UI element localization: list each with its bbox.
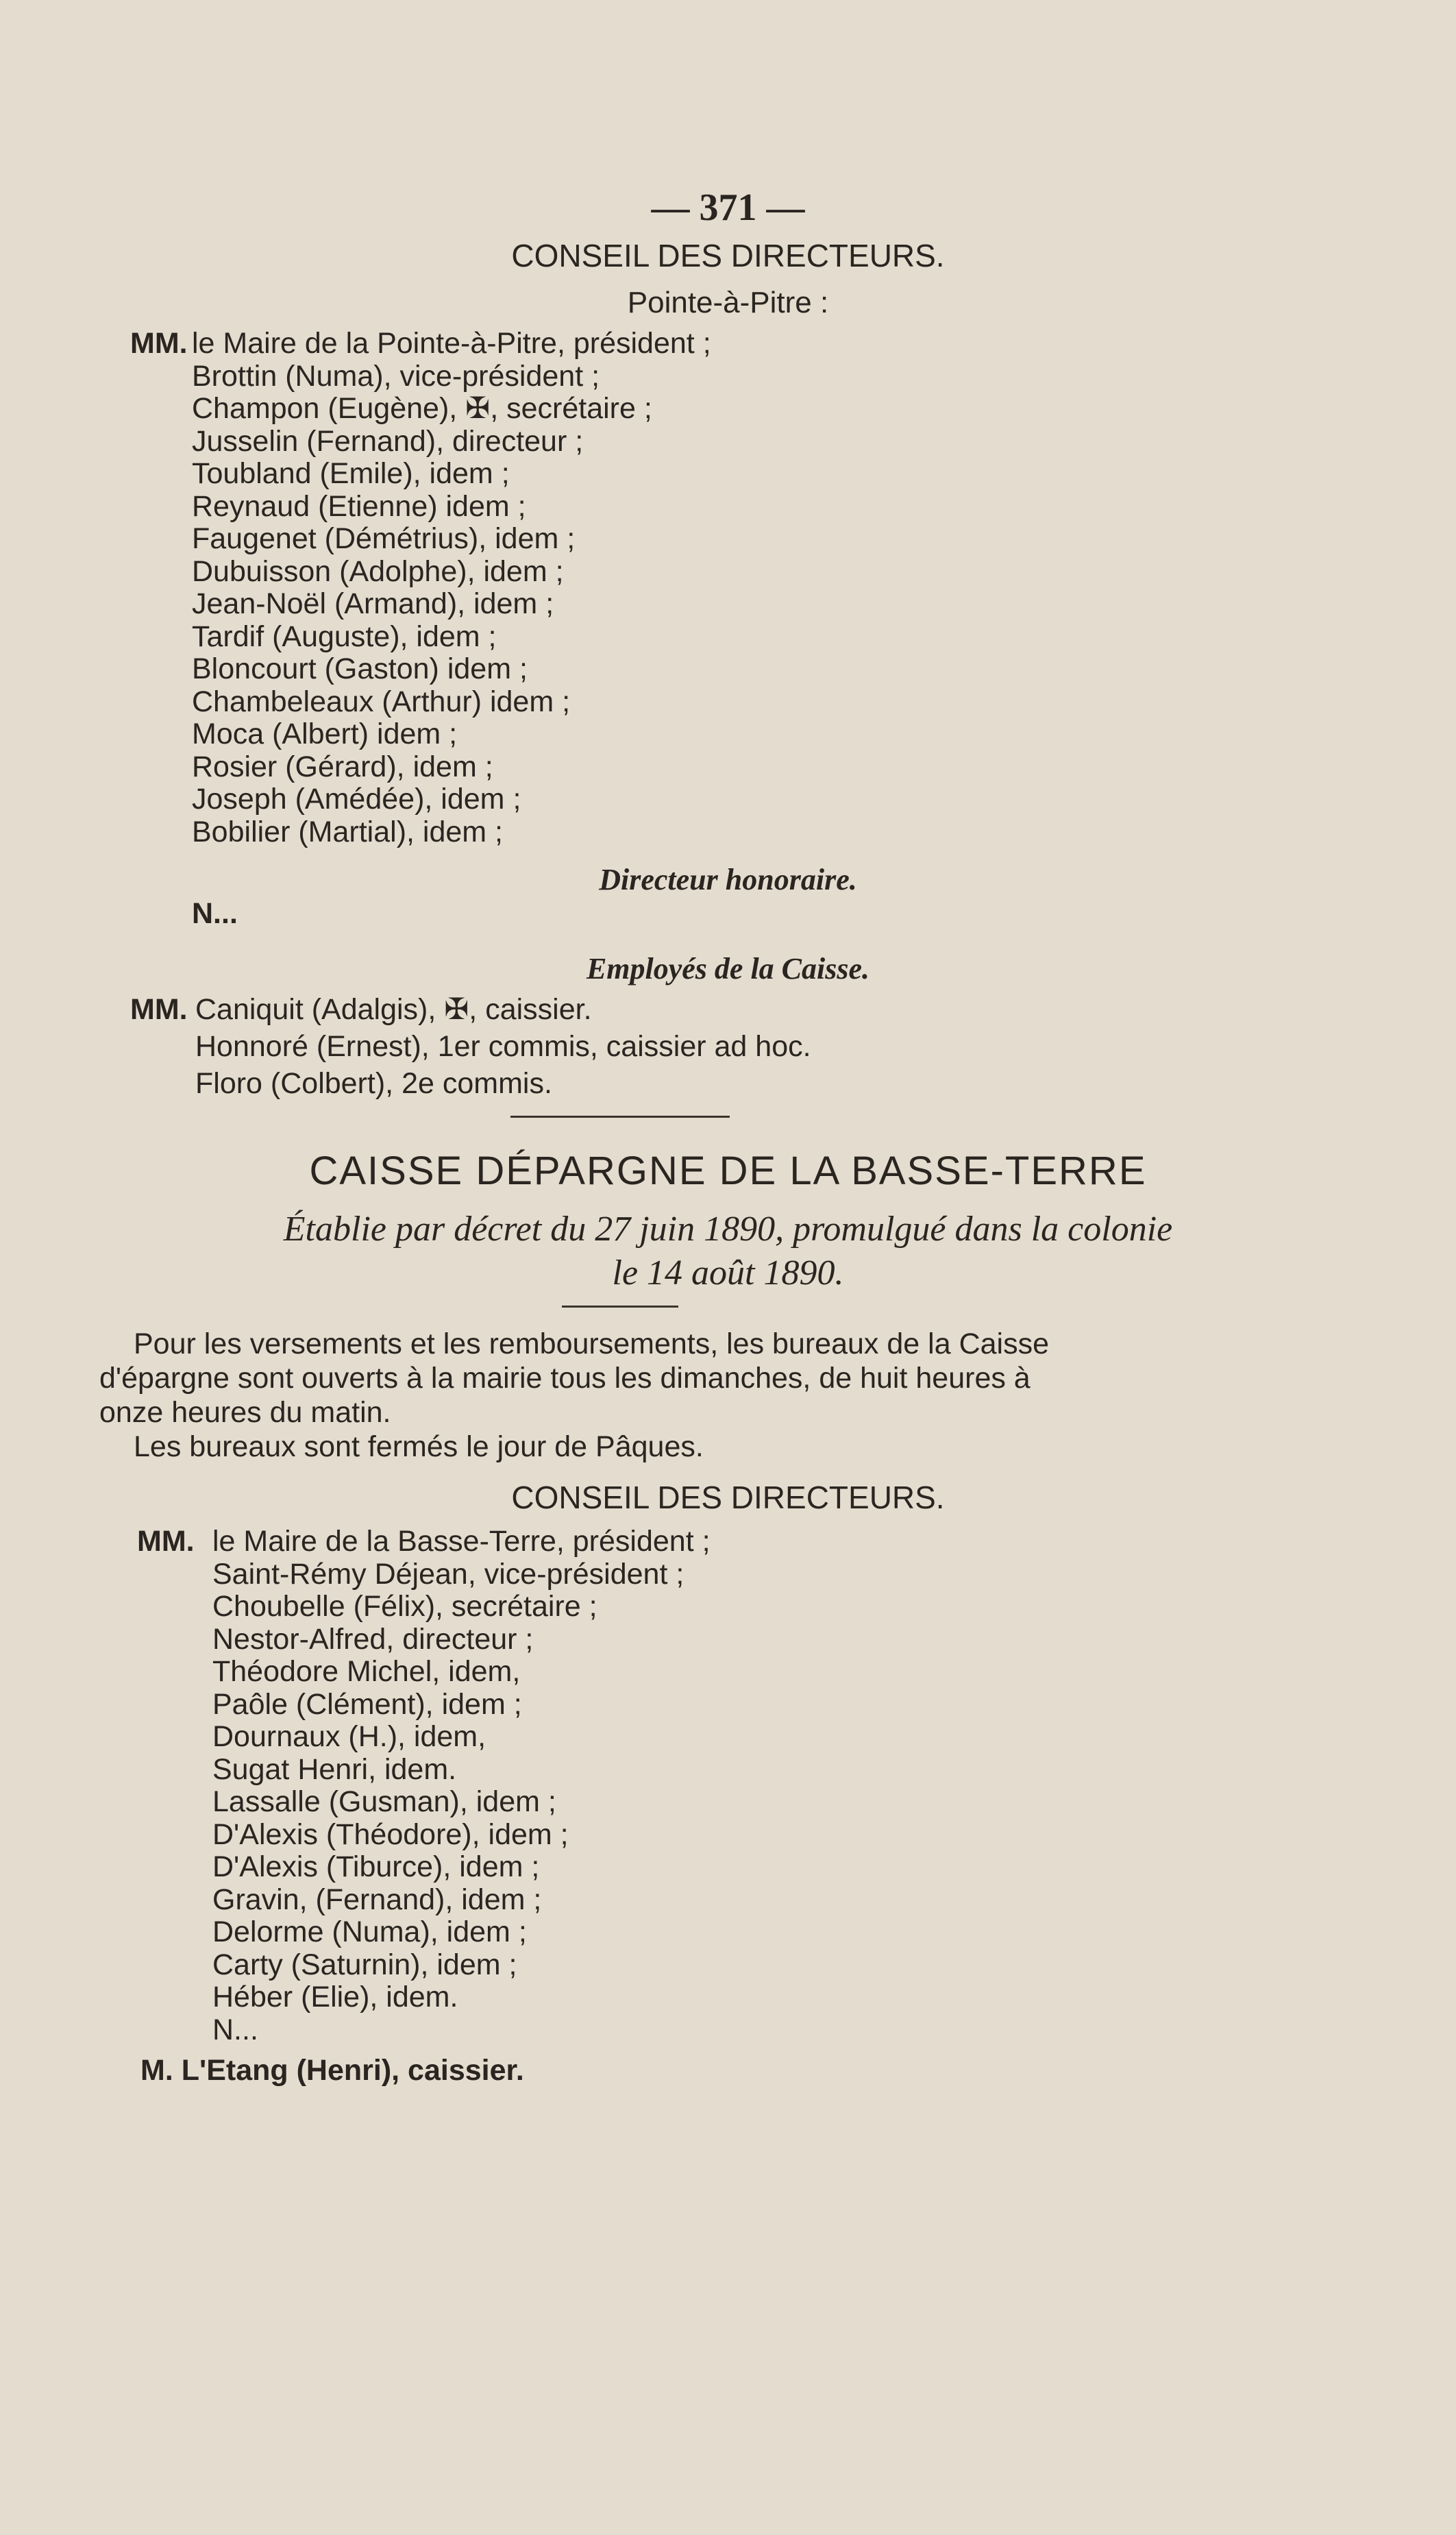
section1-member-16: Bobilier (Martial), idem ; — [192, 815, 503, 848]
section1-heading: CONSEIL DES DIRECTEURS. — [511, 238, 945, 273]
paragraph-line-1: Pour les versements et les remboursements, les bureaux de la Caisse — [134, 1327, 1050, 1360]
divider-1 — [510, 1116, 730, 1118]
section2-member-12: Gravin, (Fernand), idem ; — [212, 1883, 542, 1916]
section1-member-14: Rosier (Gérard), idem ; — [192, 750, 493, 783]
section2-member-4: Nestor-Alfred, directeur ; — [212, 1622, 534, 1656]
section1-member-8: Dubuisson (Adolphe), idem ; — [192, 554, 564, 588]
decree-line2: le 14 août 1890. — [612, 1253, 844, 1293]
employee-3: Floro (Colbert), 2e commis. — [195, 1067, 552, 1100]
section1-member-9: Jean-Noël (Armand), idem ; — [192, 587, 554, 620]
section2-member-15: Héber (Elie), idem. — [212, 1981, 458, 2013]
section2-member-10: D'Alexis (Théodore), idem ; — [212, 1817, 569, 1851]
section2-member-6: Paôle (Clément), idem ; — [212, 1687, 522, 1721]
employee-2: Honnoré (Ernest), 1er commis, caissier ad hoc. — [195, 1030, 811, 1063]
paragraph-line-3: onze heures du matin. — [99, 1396, 391, 1429]
section2-member-14: Carty (Saturnin), idem ; — [212, 1948, 517, 1981]
section2-member-5: Théodore Michel, idem, — [212, 1655, 521, 1688]
section2-title: CAISSE DÉPARGNE DE LA BASSE-TERRE — [309, 1149, 1147, 1193]
section1-member-6: Reynaud (Etienne) idem ; — [192, 489, 526, 523]
section1-member-3: Champon (Eugène), ✠, secrétaire ; — [192, 392, 652, 425]
section1-member-5: Toubland (Emile), idem ; — [192, 457, 510, 490]
paragraph-line-2: d'épargne sont ouverts à la mairie tous les dimanches, de huit heures à — [99, 1362, 1031, 1395]
section1-member-15: Joseph (Amédée), idem ; — [192, 783, 521, 816]
employees-mm-label: MM. — [130, 993, 188, 1026]
closure-line: Les bureaux sont fermés le jour de Pâques. — [134, 1430, 704, 1463]
section2-member-9: Lassalle (Gusman), idem ; — [212, 1785, 556, 1818]
cashier-line: M. L'Etang (Henri), caissier. — [140, 2054, 524, 2087]
section2-member-11: D'Alexis (Tiburce), idem ; — [212, 1850, 540, 1883]
section2-member-2: Saint-Rémy Déjean, vice-président ; — [212, 1557, 684, 1591]
section1-mm-label: MM. — [130, 327, 188, 360]
section2-member-8: Sugat Henri, idem. — [212, 1752, 457, 1786]
section2-member-3: Choubelle (Félix), secrétaire ; — [212, 1590, 597, 1623]
section2-mm-label: MM. — [137, 1525, 195, 1558]
section1-member-13: Moca (Albert) idem ; — [192, 718, 458, 750]
section2-member-1: le Maire de la Basse-Terre, président ; — [212, 1525, 711, 1558]
section2-member-13: Delorme (Numa), idem ; — [212, 1915, 527, 1948]
section1-member-2: Brottin (Numa), vice-président ; — [192, 359, 600, 393]
honorary-heading: Directeur honoraire. — [599, 863, 857, 896]
honorary-name: N... — [192, 897, 238, 930]
section2-member-16: N... — [212, 2013, 258, 2046]
section1-member-10: Tardif (Auguste), idem ; — [192, 620, 497, 653]
decree-line1: Établie par décret du 27 juin 1890, promulgué dans la colonie — [283, 1210, 1173, 1249]
section1-member-12: Chambeleaux (Arthur) idem ; — [192, 685, 571, 718]
employee-1: Caniquit (Adalgis), ✠, caissier. — [195, 993, 592, 1026]
section1-member-4: Jusselin (Fernand), directeur ; — [192, 424, 584, 458]
employees-heading: Employés de la Caisse. — [586, 952, 870, 985]
section1-member-1: le Maire de la Pointe-à-Pitre, président ; — [192, 327, 711, 360]
section1-member-7: Faugenet (Démétrius), idem ; — [192, 522, 576, 555]
section2-member-7: Dournaux (H.), idem, — [212, 1720, 486, 1753]
section1-member-11: Bloncourt (Gaston) idem ; — [192, 652, 528, 685]
divider-2 — [562, 1306, 678, 1308]
section2-heading: CONSEIL DES DIRECTEURS. — [511, 1480, 945, 1515]
page-number: — 371 — — [651, 186, 805, 229]
section1-place: Pointe-à-Pitre : — [627, 286, 829, 319]
